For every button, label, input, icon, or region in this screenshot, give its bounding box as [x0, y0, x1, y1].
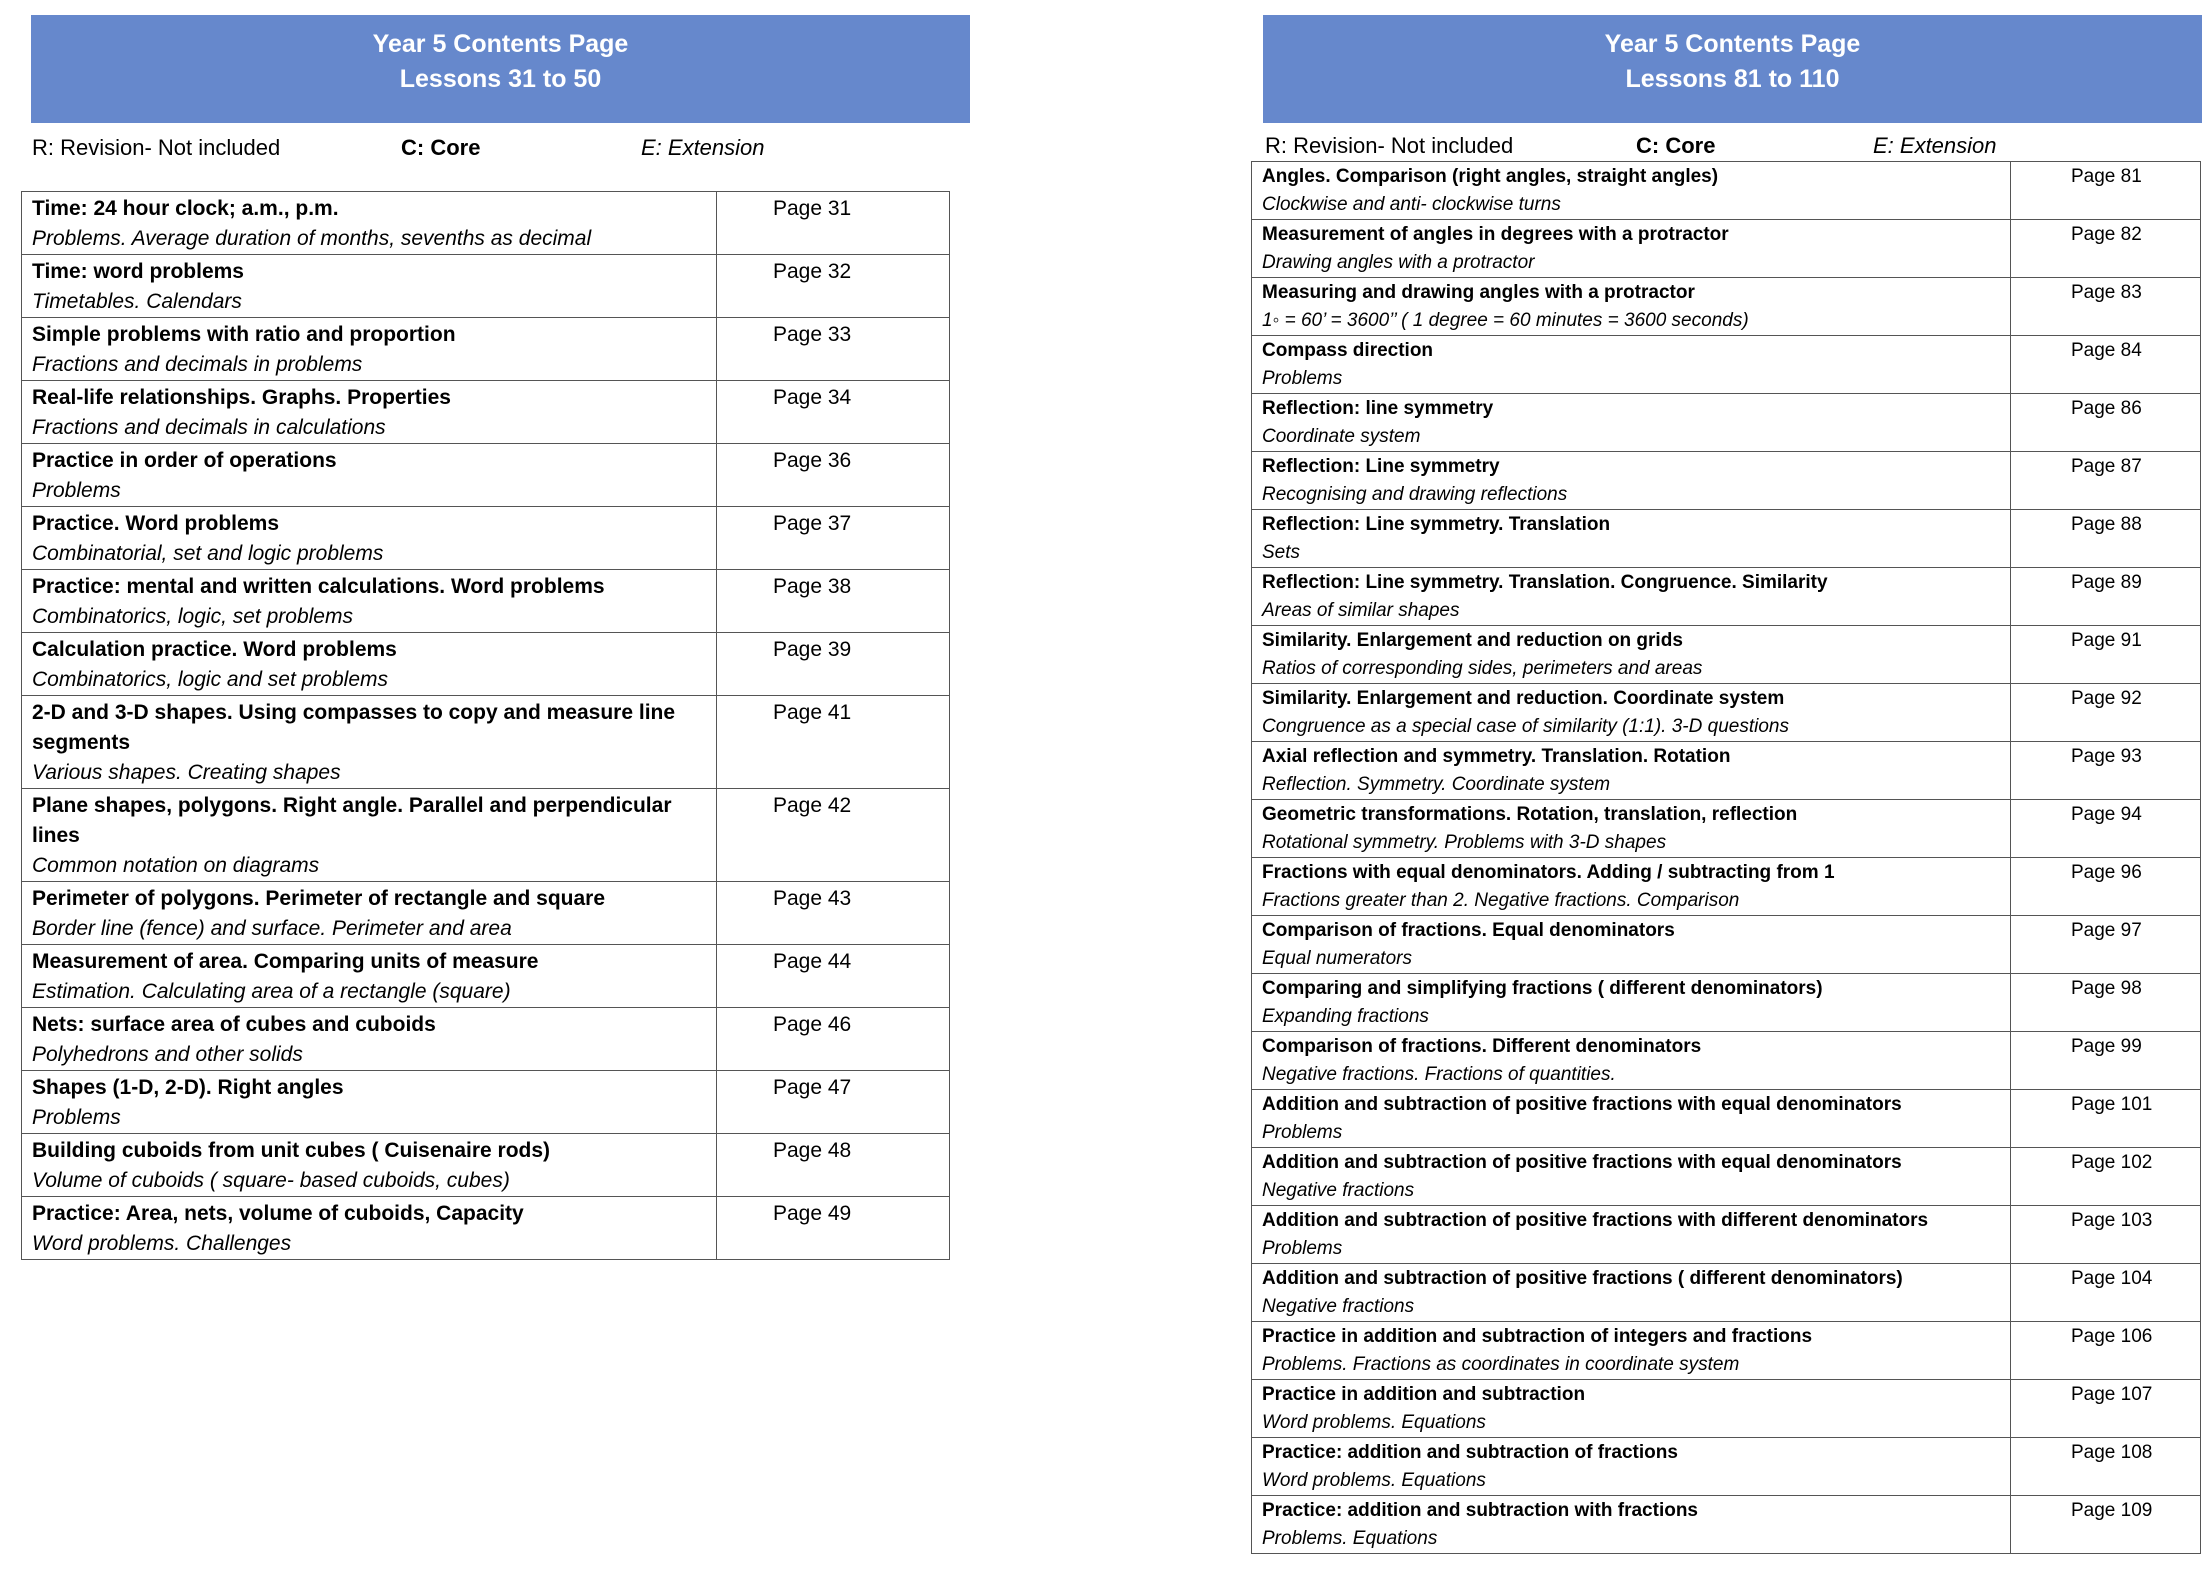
- table-row: [1252, 974, 2201, 1032]
- table-row: [1252, 568, 2201, 626]
- extension-topic: Problems: [1262, 1238, 1343, 1259]
- topic-cell: [22, 318, 717, 381]
- table-row: [22, 882, 950, 945]
- page-number: Page 108: [2011, 1438, 2201, 1496]
- topic-cell: [22, 444, 717, 507]
- topic-cell: [1252, 974, 2011, 1032]
- core-topic: Practice. Word problems: [32, 512, 280, 535]
- core-topic: Reflection: Line symmetry. Translation. Congruence. Similarity: [1262, 572, 1828, 593]
- contents-page-lessons-31-50: [21, 15, 971, 1260]
- topic-cell: [22, 882, 717, 945]
- page-number: Page 43: [717, 882, 950, 945]
- topic-cell: [22, 1134, 717, 1197]
- core-topic: Axial reflection and symmetry. Translation. Rotation: [1262, 746, 1731, 767]
- table-row: [1252, 626, 2201, 684]
- core-topic: Compass direction: [1262, 340, 1434, 361]
- page-number: Page 93: [2011, 742, 2201, 800]
- extension-topic: Problems: [32, 479, 121, 502]
- page-number: Page 81: [2011, 162, 2201, 220]
- extension-topic: Clockwise and anti- clockwise turns: [1262, 194, 1561, 215]
- topic-cell: [22, 633, 717, 696]
- topic-cell: [1252, 1148, 2011, 1206]
- table-row: [1252, 1496, 2201, 1554]
- topic-cell: [1252, 1438, 2011, 1496]
- page-number: Page 89: [2011, 568, 2201, 626]
- extension-topic: Common notation on diagrams: [32, 854, 320, 877]
- core-topic: Angles. Comparison (right angles, straight angles): [1262, 166, 1719, 187]
- table-row: [22, 696, 950, 789]
- page-number: Page 106: [2011, 1322, 2201, 1380]
- table-row: [22, 255, 950, 318]
- extension-topic: Various shapes. Creating shapes: [32, 761, 341, 784]
- extension-topic: Problems: [32, 1106, 121, 1129]
- page-number: Page 48: [717, 1134, 950, 1197]
- core-topic: Similarity. Enlargement and reduction. Coordinate system: [1262, 688, 1785, 709]
- table-row: [22, 192, 950, 255]
- core-topic: Addition and subtraction of positive fractions with different denominators: [1262, 1210, 1929, 1231]
- table-row: [1252, 452, 2201, 510]
- page-number: Page 82: [2011, 220, 2201, 278]
- extension-topic: Fractions and decimals in problems: [32, 353, 363, 376]
- extension-topic: Congruence as a special case of similarity (1:1). 3-D questions: [1262, 716, 1789, 737]
- topic-cell: [1252, 1322, 2011, 1380]
- topic-cell: [1252, 800, 2011, 858]
- extension-topic: Negative fractions. Fractions of quantities.: [1262, 1064, 1616, 1085]
- extension-topic: Timetables. Calendars: [32, 290, 242, 313]
- contents-table: [1251, 161, 2201, 1554]
- extension-topic: Areas of similar shapes: [1262, 600, 1460, 621]
- core-topic: Measuring and drawing angles with a protractor: [1262, 282, 1695, 303]
- topic-cell: [22, 696, 717, 789]
- topic-cell: [1252, 916, 2011, 974]
- table-row: [22, 1008, 950, 1071]
- extension-topic: Combinatorial, set and logic problems: [32, 542, 384, 565]
- table-row: [22, 381, 950, 444]
- table-row: [22, 1071, 950, 1134]
- extension-topic: Problems. Average duration of months, sevenths as decimal: [32, 227, 592, 250]
- topic-cell: [1252, 162, 2011, 220]
- topic-cell: [1252, 220, 2011, 278]
- core-topic: Comparing and simplifying fractions ( different denominators): [1262, 978, 1823, 999]
- extension-topic: Combinatorics, logic and set problems: [32, 668, 388, 691]
- core-topic: Shapes (1-D, 2-D). Right angles: [32, 1076, 344, 1099]
- extension-topic: Word problems. Challenges: [32, 1232, 292, 1255]
- page-number: Page 97: [2011, 916, 2201, 974]
- core-topic: Comparison of fractions. Equal denominators: [1262, 920, 1675, 941]
- extension-topic: Problems: [1262, 1122, 1343, 1143]
- page-number: Page 42: [717, 789, 950, 882]
- extension-topic: Drawing angles with a protractor: [1262, 252, 1535, 273]
- page-number: Page 109: [2011, 1496, 2201, 1554]
- page-number: Page 96: [2011, 858, 2201, 916]
- core-topic: Measurement of area. Comparing units of measure: [32, 950, 539, 973]
- topic-cell: [1252, 626, 2011, 684]
- core-topic: Building cuboids from unit cubes ( Cuisenaire rods): [32, 1139, 551, 1162]
- page-number: Page 34: [717, 381, 950, 444]
- table-row: [1252, 1322, 2201, 1380]
- topic-cell: [1252, 452, 2011, 510]
- extension-topic: Coordinate system: [1262, 426, 1421, 447]
- core-topic: Addition and subtraction of positive fractions ( different denominators): [1262, 1268, 1903, 1289]
- core-topic: Plane shapes, polygons. Right angle. Parallel and perpendicular lines: [32, 794, 672, 847]
- contents-table-body: [1252, 162, 2201, 1554]
- page-number: Page 104: [2011, 1264, 2201, 1322]
- core-topic: Nets: surface area of cubes and cuboids: [32, 1013, 436, 1036]
- page-number: Page 33: [717, 318, 950, 381]
- page-number: Page 84: [2011, 336, 2201, 394]
- contents-table-body: [22, 192, 950, 1260]
- page-number: Page 99: [2011, 1032, 2201, 1090]
- table-row: [1252, 162, 2201, 220]
- page-number: Page 88: [2011, 510, 2201, 568]
- core-topic: Measurement of angles in degrees with a protractor: [1262, 224, 1729, 245]
- extension-topic: 1◦ = 60’ = 3600’’ ( 1 degree = 60 minutes = 3600 seconds): [1262, 310, 1749, 331]
- topic-cell: [22, 381, 717, 444]
- topic-cell: [1252, 1264, 2011, 1322]
- page-number: Page 41: [717, 696, 950, 789]
- page-number: Page 94: [2011, 800, 2201, 858]
- table-row: [1252, 800, 2201, 858]
- table-row: [1252, 1206, 2201, 1264]
- extension-topic: Word problems. Equations: [1262, 1412, 1486, 1433]
- table-row: [1252, 278, 2201, 336]
- topic-cell: [1252, 1496, 2011, 1554]
- table-row: [1252, 394, 2201, 452]
- core-topic: Practice: mental and written calculations. Word problems: [32, 575, 605, 598]
- table-row: [22, 1197, 950, 1260]
- legend-core: C: Core: [401, 135, 481, 160]
- page-number: Page 37: [717, 507, 950, 570]
- topic-cell: [1252, 1090, 2011, 1148]
- table-row: [22, 444, 950, 507]
- table-row: [1252, 336, 2201, 394]
- topic-cell: [22, 570, 717, 633]
- extension-topic: Negative fractions: [1262, 1296, 1415, 1317]
- extension-topic: Rotational symmetry. Problems with 3-D shapes: [1262, 832, 1667, 853]
- page-number: Page 92: [2011, 684, 2201, 742]
- table-row: [22, 945, 950, 1008]
- table-row: [22, 789, 950, 882]
- topic-cell: [1252, 1206, 2011, 1264]
- topic-cell: [1252, 742, 2011, 800]
- table-row: [1252, 1438, 2201, 1496]
- legend-revision: R: Revision- Not included: [1265, 133, 1514, 158]
- contents-table: [21, 191, 950, 1260]
- legend-extension: E: Extension: [641, 135, 765, 160]
- topic-cell: [22, 789, 717, 882]
- table-row: [22, 1134, 950, 1197]
- legend-core: C: Core: [1636, 133, 1716, 158]
- extension-topic: Volume of cuboids ( square- based cuboids, cubes): [32, 1169, 510, 1192]
- core-topic: Calculation practice. Word problems: [32, 638, 397, 661]
- page-number: Page 98: [2011, 974, 2201, 1032]
- extension-topic: Estimation. Calculating area of a rectangle (square): [32, 980, 511, 1003]
- table-row: [1252, 220, 2201, 278]
- extension-topic: Combinatorics, logic, set problems: [32, 605, 353, 628]
- topic-cell: [1252, 394, 2011, 452]
- header-title: Year 5 Contents Page: [372, 30, 629, 58]
- table-row: [22, 318, 950, 381]
- core-topic: Real-life relationships. Graphs. Properties: [32, 386, 451, 409]
- page-number: Page 107: [2011, 1380, 2201, 1438]
- legend: [32, 135, 971, 165]
- table-row: [1252, 1148, 2201, 1206]
- legend: [1265, 133, 2202, 161]
- topic-cell: [22, 507, 717, 570]
- core-topic: Practice: addition and subtraction with fractions: [1262, 1500, 1698, 1521]
- topic-cell: [22, 255, 717, 318]
- topic-cell: [22, 945, 717, 1008]
- topic-cell: [22, 1071, 717, 1134]
- topic-cell: [22, 192, 717, 255]
- core-topic: Perimeter of polygons. Perimeter of rectangle and square: [32, 887, 605, 910]
- core-topic: Practice: Area, nets, volume of cuboids, Capacity: [32, 1202, 524, 1225]
- legend-revision: R: Revision- Not included: [32, 135, 281, 160]
- table-row: [22, 570, 950, 633]
- table-row: [1252, 742, 2201, 800]
- topic-cell: [1252, 1380, 2011, 1438]
- core-topic: Geometric transformations. Rotation, translation, reflection: [1262, 804, 1798, 825]
- table-row: [1252, 916, 2201, 974]
- page-number: Page 103: [2011, 1206, 2201, 1264]
- extension-topic: Problems: [1262, 368, 1343, 389]
- core-topic: Time: 24 hour clock; a.m., p.m.: [32, 197, 339, 220]
- header-subtitle: Lessons 81 to 110: [1625, 65, 1840, 93]
- table-row: [1252, 1090, 2201, 1148]
- page-number: Page 91: [2011, 626, 2201, 684]
- table-row: [1252, 1264, 2201, 1322]
- extension-topic: Recognising and drawing reflections: [1262, 484, 1568, 505]
- table-row: [1252, 1032, 2201, 1090]
- topic-cell: [22, 1197, 717, 1260]
- extension-topic: Ratios of corresponding sides, perimeters and areas: [1262, 658, 1703, 679]
- topic-cell: [1252, 278, 2011, 336]
- table-row: [1252, 510, 2201, 568]
- topic-cell: [1252, 336, 2011, 394]
- extension-topic: Negative fractions: [1262, 1180, 1415, 1201]
- core-topic: Practice in addition and subtraction of integers and fractions: [1262, 1326, 1813, 1347]
- topic-cell: [1252, 510, 2011, 568]
- extension-topic: Problems. Equations: [1262, 1528, 1438, 1549]
- topic-cell: [1252, 858, 2011, 916]
- extension-topic: Word problems. Equations: [1262, 1470, 1486, 1491]
- page-number: Page 102: [2011, 1148, 2201, 1206]
- page-header: [1263, 15, 2202, 123]
- page-number: Page 31: [717, 192, 950, 255]
- core-topic: Practice: addition and subtraction of fractions: [1262, 1442, 1678, 1463]
- core-topic: Fractions with equal denominators. Adding / subtracting from 1: [1262, 862, 1835, 883]
- core-topic: Reflection: line symmetry: [1262, 398, 1494, 419]
- core-topic: Similarity. Enlargement and reduction on grids: [1262, 630, 1683, 651]
- topic-cell: [22, 1008, 717, 1071]
- extension-topic: Equal numerators: [1262, 948, 1412, 969]
- page-number: Page 83: [2011, 278, 2201, 336]
- extension-topic: Sets: [1262, 542, 1301, 563]
- page-header: [31, 15, 970, 123]
- page-number: Page 47: [717, 1071, 950, 1134]
- contents-page-lessons-81-110: [1251, 15, 2202, 1554]
- core-topic: Simple problems with ratio and proportion: [32, 323, 456, 346]
- extension-topic: Fractions and decimals in calculations: [32, 416, 386, 439]
- extension-topic: Expanding fractions: [1262, 1006, 1429, 1027]
- legend-extension: E: Extension: [1873, 133, 1997, 158]
- table-row: [1252, 1380, 2201, 1438]
- topic-cell: [1252, 1032, 2011, 1090]
- page-number: Page 36: [717, 444, 950, 507]
- core-topic: Practice in order of operations: [32, 449, 337, 472]
- table-row: [1252, 684, 2201, 742]
- page-number: Page 39: [717, 633, 950, 696]
- core-topic: Reflection: Line symmetry. Translation: [1262, 514, 1611, 535]
- extension-topic: Fractions greater than 2. Negative fractions. Comparison: [1262, 890, 1740, 911]
- page-number: Page 86: [2011, 394, 2201, 452]
- page-number: Page 46: [717, 1008, 950, 1071]
- header-subtitle: Lessons 31 to 50: [399, 65, 602, 93]
- topic-cell: [1252, 684, 2011, 742]
- page-number: Page 87: [2011, 452, 2201, 510]
- extension-topic: Polyhedrons and other solids: [32, 1043, 303, 1066]
- page-number: Page 32: [717, 255, 950, 318]
- table-row: [22, 633, 950, 696]
- extension-topic: Problems. Fractions as coordinates in coordinate system: [1262, 1354, 1740, 1375]
- core-topic: Time: word problems: [32, 260, 244, 283]
- core-topic: Addition and subtraction of positive fractions with equal denominators: [1262, 1094, 1902, 1115]
- page-number: Page 44: [717, 945, 950, 1008]
- header-title: Year 5 Contents Page: [1604, 30, 1861, 58]
- core-topic: Comparison of fractions. Different denominators: [1262, 1036, 1702, 1057]
- extension-topic: Reflection. Symmetry. Coordinate system: [1262, 774, 1611, 795]
- core-topic: Addition and subtraction of positive fractions with equal denominators: [1262, 1152, 1902, 1173]
- page-number: Page 49: [717, 1197, 950, 1260]
- table-row: [22, 507, 950, 570]
- core-topic: 2-D and 3-D shapes. Using compasses to copy and measure line segments: [32, 701, 676, 754]
- core-topic: Practice in addition and subtraction: [1262, 1384, 1586, 1405]
- page-number: Page 38: [717, 570, 950, 633]
- topic-cell: [1252, 568, 2011, 626]
- extension-topic: Border line (fence) and surface. Perimeter and area: [32, 917, 512, 940]
- core-topic: Reflection: Line symmetry: [1262, 456, 1500, 477]
- page-number: Page 101: [2011, 1090, 2201, 1148]
- table-row: [1252, 858, 2201, 916]
